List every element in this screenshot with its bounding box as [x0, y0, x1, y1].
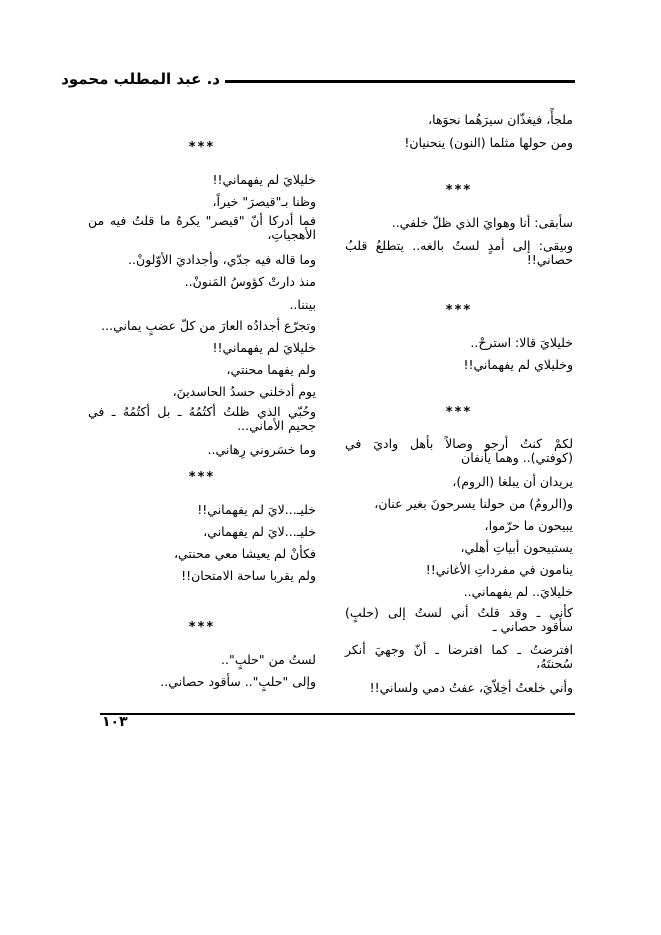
poem-line: يريدان أن يبلغا (الروم)،	[452, 474, 573, 489]
section-separator: ***	[445, 405, 473, 420]
poem-line: بيننا..	[289, 297, 316, 312]
poem-line: و(الرومُ) من حولنا يسرحونَ بغير عنان،	[374, 496, 573, 511]
poem-line: ومن حولها مثلما (النون) ينحنيان!	[404, 135, 573, 150]
poem-line: خليـ...لايَ لم يفهماني،	[203, 524, 316, 539]
poem-line: وحُبّي الذي ظلتُ أكتُمُهُ ـ بل أكتُمُهُ ـ في جحيم الأماني...	[88, 404, 316, 433]
poem-line: وتجرّع أجدادُه العارَ من كلّ عضبٍ يماني...	[101, 318, 316, 333]
poem-line: وإلى "حلبٍ".. سأقود حصاني..	[160, 674, 316, 689]
poem-line: وما خسَروني رِهاني..	[207, 442, 316, 457]
poem-line: خليلايَ قالا: استرحْ..	[470, 335, 573, 350]
poem-line: يبيحون ما حرّموا،	[484, 518, 573, 533]
poem-line: وبيقى: إلى أمدٍ لستُ بالغه.. يتطلعُ قلبُ حصاني!!	[345, 238, 573, 267]
poem-line: ولم يفهما محنتي،	[226, 362, 316, 377]
poem-line: فما أدركا أنّ "قيصر" يكرهُ ما قلتُ فيه من الأهجياتِ،	[88, 213, 316, 242]
section-separator: ***	[188, 140, 216, 155]
poem-line: ينامون في مفرداتِ الأغاني!!	[425, 562, 573, 577]
poem-line: وأني خلعتُ أخِلاّيَ، عفتُ دمي ولساني!!	[369, 680, 573, 695]
poem-line: فكأنْ لم يعيشا معي محنتي،	[173, 546, 316, 561]
poem-line: وظنا بـ"قيصرَ" خيراً،	[212, 194, 316, 209]
poem-line: خليـ...لايَ لم يفهماني!!	[197, 502, 316, 517]
poem-line: خليلايَ لم يفهماني!!	[212, 340, 316, 355]
poem-line: خليلايَ.. لم يفهماني..	[463, 584, 573, 599]
poem-line: يوم أدخلني حسدُ الحاسدينَ،	[172, 384, 316, 399]
poem-line: وما قاله فيه جدّي، وأجداديَ الأوّلونْ..	[128, 252, 316, 267]
poem-line: يستبيحون أبياتِ أهلي،	[460, 540, 573, 555]
section-separator: ***	[445, 183, 473, 198]
poem-line: كأني ـ وقد قلتُ أني لستُ إلى (حلبٍ) سأقود حصاني ـ	[345, 605, 573, 634]
header-rule	[225, 80, 575, 83]
section-separator: ***	[445, 303, 473, 318]
footer-rule	[100, 713, 575, 715]
section-separator: ***	[188, 470, 216, 485]
poem-line: لكمْ كنتُ أرجو وصالاً بأهل واديَ في (كوفتي).. وهما يأنفان	[345, 436, 573, 465]
poem-line: خليلايَ لم يفهماني!!	[212, 172, 316, 187]
page-number: ١٠٣	[102, 714, 128, 730]
poem-line: ملجأً، فيغذّان سيرَهُما نحوَها،	[428, 112, 573, 127]
poem-line: ولم يقربا ساحة الامتحان!!	[181, 568, 316, 583]
poem-line: سأبقى: أنا وهوايَ الذي ظلّ خلفي..	[391, 215, 573, 230]
running-header-author: د. عبد المطلب محمود	[61, 70, 220, 88]
poem-line: وخليلاي لم يفهماني!!	[463, 357, 573, 372]
poem-line: منذ دارتْ كؤوسُ المَنونْ..	[184, 274, 316, 289]
section-separator: ***	[188, 620, 216, 635]
poem-line: افترضتُ ـ كما افترضا ـ أنّ وجهيَ أنكر سُحنتَهُ،	[345, 642, 573, 671]
poem-line: لستُ من "حلبٍ"..	[221, 652, 316, 667]
